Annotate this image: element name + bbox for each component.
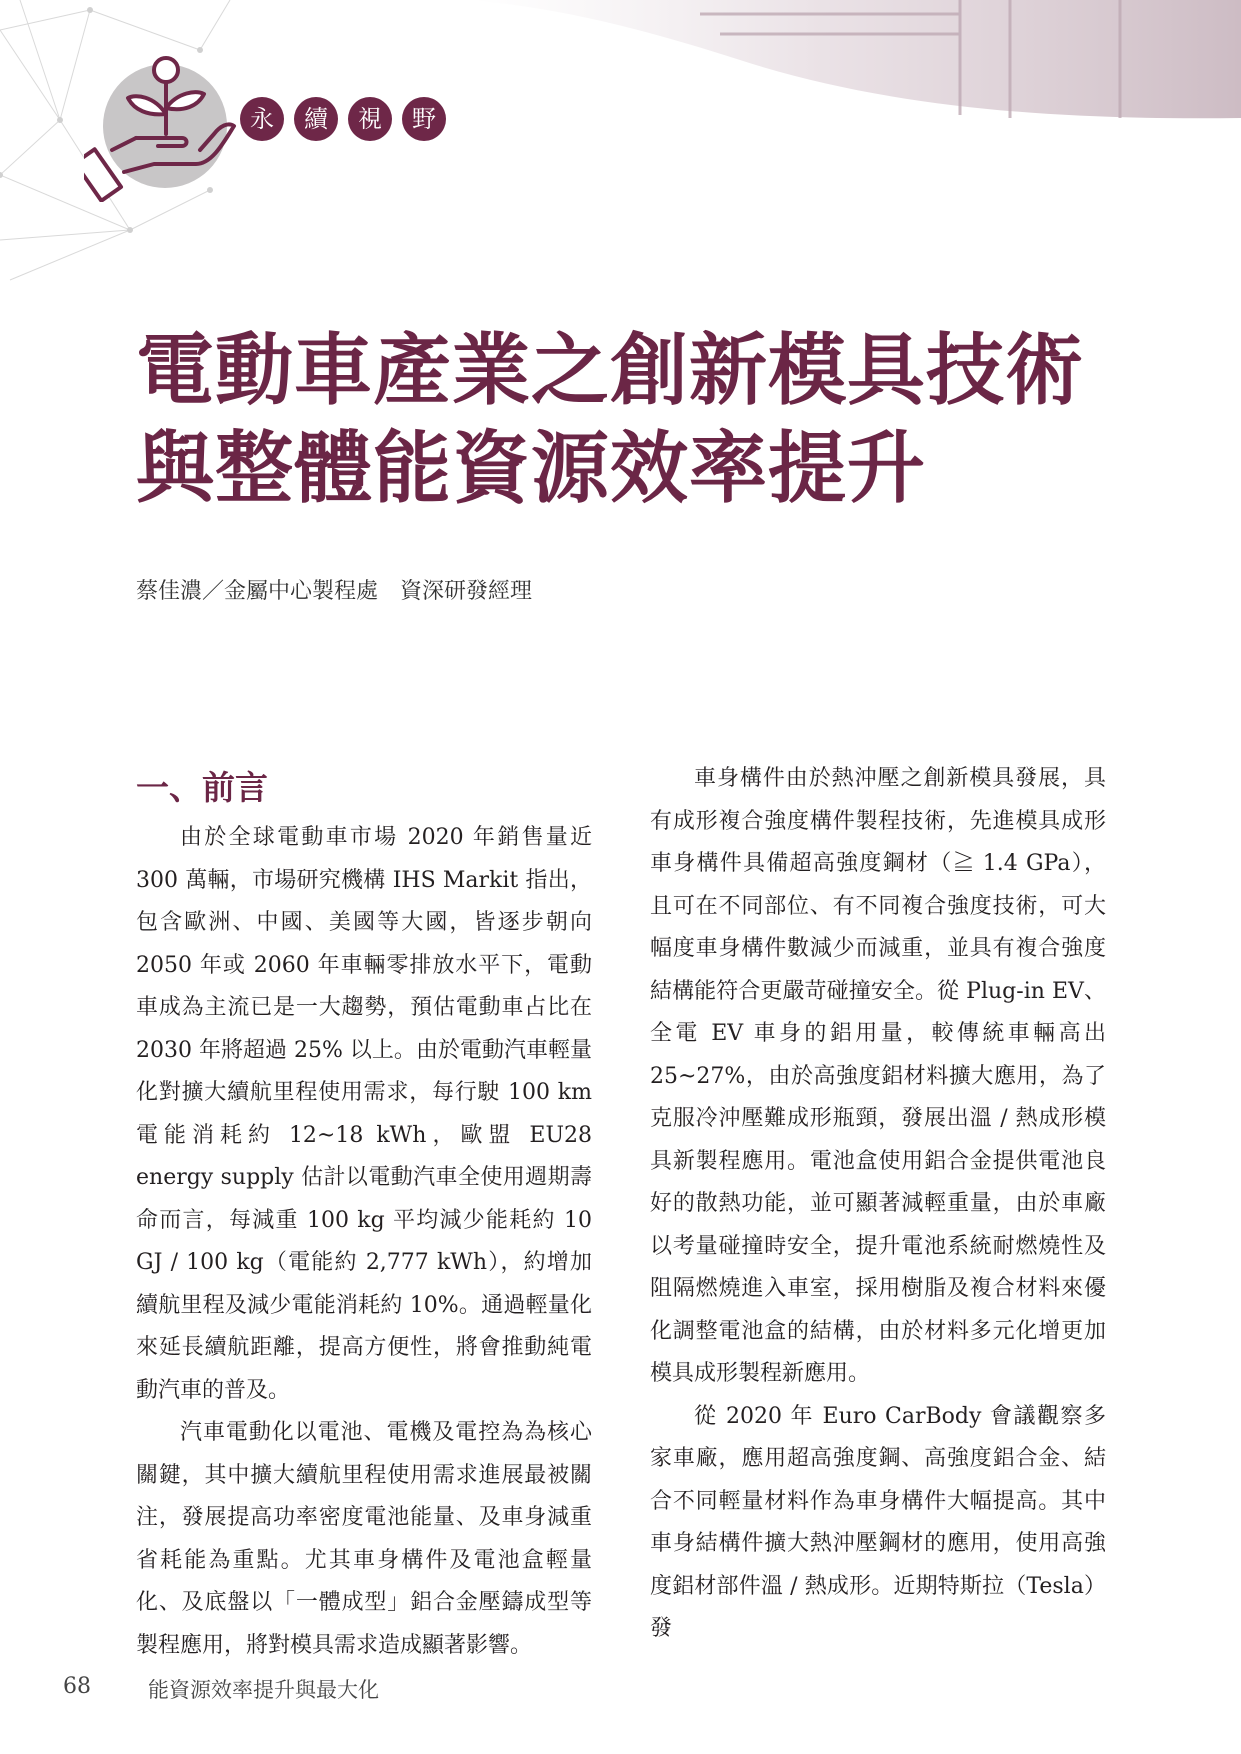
section-heading: 一、前言	[136, 768, 268, 807]
article-title	[136, 322, 1136, 518]
body-paragraph: 車身構件由於熱沖壓之創新模具發展，具有成形複合強度構件製程技術，先進模具成形車身構件具備超高強度鋼材（≧ 1.4 GPa），且可在不同部位、有不同複合強度技術，可大幅度車身構件數減少而減重，並具有複合強度結構能符合更嚴苛碰撞安全。從 Plug-in EV、全電 EV 車身的鋁用量，較傳統車輛高出 25~27%，由於高強度鋁材料擴大應用，為了克服冷沖壓難成形瓶頸，發展出溫 / 熱成形模具新製程應用。電池盒使用鋁合金提供電池良好的散熱功能，並可顯著減輕重量，由於車廠以考量碰撞時安全，提升電池系統耐燃燒性及阻隔燃燒進入車室，採用樹脂及複合材料來優化調整電池盒的結構，由於材料多元化增更加模具成形製程新應用。	[650, 766, 1106, 1386]
page-number: 68	[63, 1674, 91, 1699]
body-paragraph: 從 2020 年 Euro CarBody 會議觀察多家車廠，應用超高強度鋼、高強度鋁合金、結合不同輕量材料作為車身構件大幅提高。其中車身結構件擴大熱沖壓鋼材的應用，使用高強度鋁材部件溫 / 熱成形。近期特斯拉（Tesla）發	[650, 1403, 1106, 1641]
category-badge: 續	[294, 97, 338, 141]
title-line-1: 電動車產業之創新模具技術	[136, 326, 1085, 416]
left-column	[136, 817, 592, 1667]
body-paragraph: 汽車電動化以電池、電機及電控為為核心關鍵，其中擴大續航里程使用需求進展最被關注，發展提高功率密度電池能量、及車身減重省耗能為重點。尤其車身構件及電池盒輕量化、及底盤以「一體成型」鋁合金壓鑄成型等製程應用，將對模具需求造成顯著影響。	[136, 1420, 592, 1658]
category-badge: 視	[348, 97, 392, 141]
hand-plant-icon	[84, 52, 244, 202]
title-line-2: 與整體能資源效率提升	[136, 424, 927, 514]
category-badge: 永	[240, 97, 284, 141]
category-badge: 野	[402, 97, 446, 141]
running-title: 能資源效率提升與最大化	[148, 1678, 379, 1702]
body-paragraph: 由於全球電動車市場 2020 年銷售量近 300 萬輛，市場研究機構 IHS Markit 指出，包含歐洲、中國、美國等大國，皆逐步朝向 2050 年或 2060 年車輛零排放水平下，電動車成為主流已是一大趨勢，預估電動車占比在 2030 年將超過 25% 以上。由於電動汽車輕量化對擴大續航里程使用需求，每行駛 100 km 電能消耗約 12~18 kWh，歐盟 EU28 energy supply 估計以電動汽車全使用週期壽命而言，每減重 100 kg 平均減少能耗約 10 GJ / 100 kg（電能約 2,777 kWh），約增加續航里程及減少電能消耗約 10%。通過輕量化來延長續航距離，提高方便性，將會推動純電動汽車的普及。	[136, 825, 592, 1403]
right-column	[650, 758, 1106, 1651]
author-line: 蔡佳濃／金屬中心製程處 資深研發經理	[136, 579, 533, 604]
